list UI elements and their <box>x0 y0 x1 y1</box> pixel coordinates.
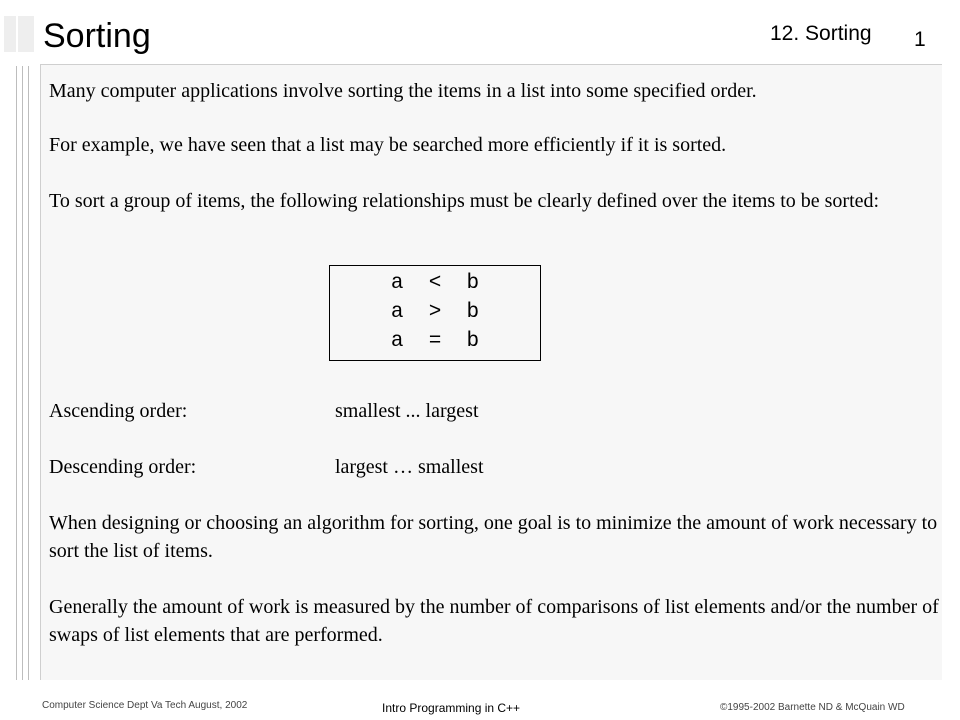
example-paragraph: For example, we have seen that a list may be searched more efficiently if it is sorted. <box>49 134 727 156</box>
relation-less-than: a < b <box>390 272 480 295</box>
corner-decoration <box>4 16 34 52</box>
relation-greater-than: a > b <box>390 301 480 324</box>
decorative-line <box>22 66 23 680</box>
ascending-label: Ascending order: <box>49 400 188 422</box>
algorithm-goal-paragraph: When designing or choosing an algorithm for sorting, one goal is to minimize the amount of work necessary to sort the list of items. <box>49 512 938 562</box>
content-panel <box>40 64 942 680</box>
descending-label: Descending order: <box>49 456 197 478</box>
decorative-line <box>16 66 17 680</box>
ascending-value: smallest ... largest <box>335 400 479 422</box>
descending-value: largest … smallest <box>335 456 484 478</box>
chapter-label: 12. Sorting <box>770 22 872 45</box>
page-number: 1 <box>914 28 926 51</box>
work-measure-paragraph: Generally the amount of work is measured by the number of comparisons of list elements and/or the number of swaps of list elements that are performed. <box>49 596 939 646</box>
relations-box <box>329 265 541 361</box>
intro-paragraph: Many computer applications involve sorting the items in a list into some specified order. <box>49 80 757 102</box>
relationships-paragraph: To sort a group of items, the following relationships must be clearly defined over the items to be sorted: <box>49 190 880 212</box>
footer-copyright: ©1995-2002 Barnette ND & McQuain WD <box>720 702 905 713</box>
decorative-line <box>28 66 29 680</box>
slide-title: Sorting <box>43 17 151 55</box>
footer-department: Computer Science Dept Va Tech August, 2002 <box>42 700 248 711</box>
relation-equal: a = b <box>390 330 480 353</box>
footer-course: Intro Programming in C++ <box>382 701 521 715</box>
